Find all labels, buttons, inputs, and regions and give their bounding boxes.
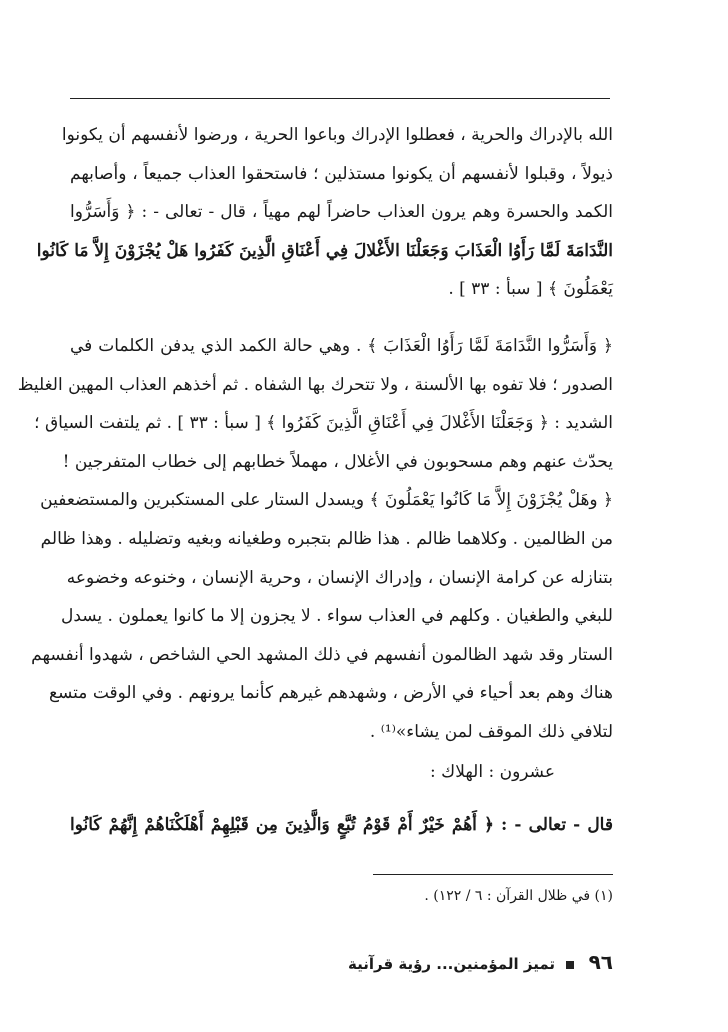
text-line: ذيولاً ، وقبلوا لأنفسهم أن يكونوا مستذلين ؛ فاستحقوا العذاب جميعاً ، وأصابهم (70, 163, 613, 184)
text-line: الشديد : ﴿ وَجَعَلْنَا الأَغْلالَ فِي أَعْنَاقِ الَّذِينَ كَفَرُوا ﴾ [ سبأ : ٣٣ ] . ثم يلتفت السياق ؛ (34, 413, 613, 434)
text-line: ﴿ وَأَسَرُّوا النَّدَامَةَ لَمَّا رَأَوُا الْعَذَابَ ﴾ . وهي حالة الكمد الذي يدفن الكلمات في (70, 335, 613, 356)
text-line: الله بالإدراك والحرية ، فعطلوا الإدراك وباعوا الحرية ، ورضوا لأنفسهم أن يكونوا (61, 125, 613, 145)
text-line: يحدّث عنهم وهم مسحوبون في الأغلال ، مهملاً خطابهم إلى خطاب المتفرجين ! (62, 451, 613, 472)
text-line: الكمد والحسرة وهم يرون العذاب حاضراً لهم مهياً ، قال - تعالى - : ﴿ وَأَسَرُّوا (70, 202, 613, 223)
paragraph-1 (36, 116, 613, 309)
text-line: هناك وهم بعد أحياء في الأرض ، وشهدهم غيرهم كأنما يرونهم . وفي الوقت متسع (48, 683, 613, 704)
text-line: الصدور ؛ فلا تفوه بها الألسنة ، ولا تتحرك بها الشفاه . ثم أخذهم العذاب المهين الغليظ (17, 374, 613, 395)
text-line: يَعْمَلُونَ ﴾ [ سبأ : ٣٣ ] . (448, 279, 613, 300)
footnote: (١) في ظلال القرآن : ٦ / ١٢٢) . (424, 888, 613, 904)
quran-verse-line: النَّدَامَةَ لَمَّا رَأَوُا الْعَذَابَ وَجَعَلْنَا الأَغْلالَ فِي أَعْنَاقِ الَّذِينَ كَفَرُوا هَلْ يُجْزَوْنَ إِلاَّ مَا كَانُوا (36, 240, 613, 261)
text-line: للبغي والطغيان . وكلهم في العذاب سواء . لا يجزون إلا ما كانوا يعملون . يسدل (60, 606, 613, 627)
page-footer (213, 950, 613, 976)
text-line: بتنازله عن كرامة الإنسان ، وإدراك الإنسان ، وحرية الإنسان ، وخنوعه وخضوعه (66, 567, 613, 588)
square-bullet-icon (566, 961, 574, 969)
text-line: الستار وقد شهد الظالمون أنفسهم في ذلك المشهد الحي الشاخص ، شهدوا أنفسهم (31, 644, 613, 665)
page-number: ٩٦ (588, 950, 613, 974)
header-rule (70, 98, 610, 99)
text-line: ﴿ وهَلْ يُجْزَوْنَ إِلاَّ مَا كَانُوا يَعْمَلُونَ ﴾ ويسدل الستار على المستكبرين والمستضعفين (40, 490, 613, 511)
footnote-rule (373, 874, 613, 875)
book-title: تميز المؤمنين... رؤية قرآنية (348, 955, 556, 973)
paragraph-2 (17, 327, 613, 752)
paragraph-3 (70, 806, 613, 845)
section-heading: عشرون : الهلاك : (430, 761, 555, 782)
text-line: من الظالمين . وكلاهما ظالم . هذا ظالم بتجبره وطغيانه وبغيه وتضليله . وهذا ظالم (40, 528, 613, 549)
quran-verse-line: قال - تعالى - : ﴿ أَهُمْ خَيْرٌ أَمْ قَوْمُ تُبَّعٍ وَالَّذِينَ مِن قَبْلِهِمْ أَهْلَكْنَاهُمْ إِنَّهُمْ كَانُوا (70, 814, 613, 835)
page-body (17, 116, 613, 844)
text-line: لتلافي ذلك الموقف لمن يشاء»⁽¹⁾ . (369, 721, 613, 742)
